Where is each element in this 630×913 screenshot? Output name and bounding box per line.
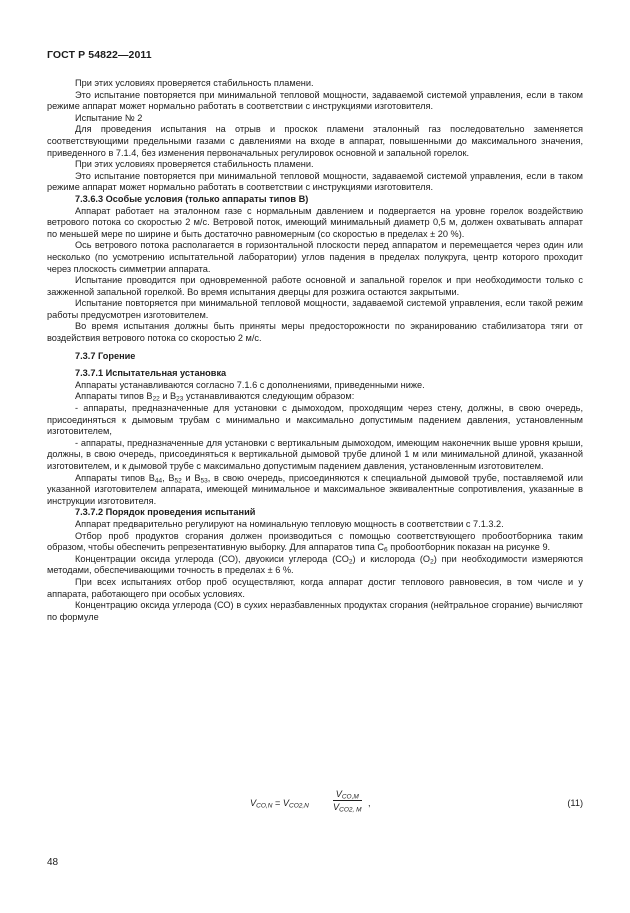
page-number: 48 xyxy=(47,857,59,868)
paragraph: Ось ветрового потока располагается в горизонтальной плоскости перед аппаратом и перемещается через один или несколько (по усмотрению испытательной лаборатории) углов падения в пределах полукруга, центр которого проходит через плоскость симметрии аппарата. xyxy=(47,240,583,274)
paragraph xyxy=(47,531,583,554)
variable: V xyxy=(250,798,257,808)
paragraph xyxy=(47,391,583,403)
subscript: 53 xyxy=(200,477,208,485)
text-run: Отбор проб продуктов сгорания должен производиться с помощью соответствующего пробоотборника таким образом, чтобы обеспечить репрезентативную выборку. Для аппаратов типа С xyxy=(47,530,583,553)
subscript: 44 xyxy=(154,477,163,485)
paragraph: При этих условиях проверяется стабильность пламени. xyxy=(75,159,314,170)
text-run: Аппараты типов В xyxy=(75,472,155,483)
subscript: CO2,N xyxy=(289,802,309,810)
paragraph xyxy=(47,473,583,508)
subscript: 6 xyxy=(384,546,388,554)
fraction-numerator xyxy=(333,788,362,801)
formula-lhs xyxy=(250,798,309,808)
paragraph: Испытание проводится при одновременной работе основной и запальной горелок и при необходимости только с зажженной запальной горелкой. Во время испытания дверцы для розжига остаются закрытыми. xyxy=(47,275,583,297)
text-run: и В xyxy=(181,472,201,483)
section-heading-7-3-7-1: 7.3.7.1 Испытательная установка xyxy=(75,368,227,379)
document-header: ГОСТ Р 54822—2011 xyxy=(47,49,152,61)
document-body xyxy=(47,78,583,623)
paragraph: Для проведения испытания на отрыв и проскок пламени эталонный газ последовательно заменяется соответствующими предельными газами с давлениями на входе в аппарат, повышенными до максимального значения, приведенного в 7.1.4, без изменения первоначальных регулировок основной и запальной горелок. xyxy=(47,124,583,158)
subscript: 22 xyxy=(152,395,160,403)
subscript: 2 xyxy=(430,558,434,566)
text-run: пробоотборник показан на рисунке 9. xyxy=(387,542,551,553)
variable: V xyxy=(335,789,342,799)
paragraph: Аппараты устанавливаются согласно 7.1.6 с дополнениями, приведенными ниже. xyxy=(75,379,425,390)
text-run: Концентрации оксида углерода (СО), двуокиси углерода (СО xyxy=(75,553,349,564)
fraction-denominator xyxy=(333,801,362,813)
text-run: ) и кислорода (О xyxy=(352,553,431,564)
paragraph: Это испытание повторяется при минимальной тепловой мощности, задаваемой системой управления, если в таком режиме аппарат может нормально работать в соответствии с инструкциями изготовителя. xyxy=(47,89,583,112)
paragraph xyxy=(47,554,583,577)
paragraph: Аппарат работает на эталонном газе с нормальным давлением и подвергается на уровне горелок воздействию ветрового потока со скоростью 2 м/с. Ветровой поток, имеющий минимальный диаметр 0,5 м, должен охватывать аппарат по меньшей мере по ширине и быть достаточно равномерным (со скоростью в пределах ± 20 %). xyxy=(47,205,583,239)
paragraph: Это испытание повторяется при минимальной тепловой мощности, задаваемой системой управления, если в таком режиме аппарат может нормально работать в соответствии с инструкциями изготовителя. xyxy=(47,170,583,193)
variable: V xyxy=(282,798,290,808)
formula-fraction xyxy=(333,788,362,813)
text-run: устанавливаются следующим образом: xyxy=(183,391,355,402)
equals-sign: = xyxy=(272,798,283,808)
subscript: 52 xyxy=(174,477,182,485)
subscript: 23 xyxy=(176,395,184,403)
text-run: ) при необходимости измеряются методами, обеспечивающими точность в пределах ± 6 %. xyxy=(47,553,583,576)
section-heading-7-3-6-3: 7.3.6.3 Особые условия (только аппараты типов В) xyxy=(75,193,309,204)
formula-11 xyxy=(47,788,583,818)
paragraph: Испытание № 2 xyxy=(75,112,143,123)
paragraph: Аппарат предварительно регулируют на номинальную тепловую мощность в соответствии с 7.1.3.2. xyxy=(75,518,504,529)
section-heading-7-3-7: 7.3.7 Горение xyxy=(75,350,136,361)
formula-number: (11) xyxy=(567,798,583,808)
text-run: , в свою очередь, присоединяются к специальной дымовой трубе, поставляемой или указанной изготовителем аппарата, имеющей минимальное и максимальное эквивалентные сопротивления, указанные в инструкции изготовителя. xyxy=(47,472,584,506)
list-item: - аппараты, предназначенные для установки с дымоходом, проходящим через стену, должны, в свою очередь, присоединяться к дымовым трубам с минимально и максимально допустимым падением давления, установленным изготовителем, xyxy=(47,403,583,437)
paragraph: Во время испытания должны быть приняты меры предосторожности по экранированию стабилизатора тяги от воздействия ветрового потока со скоростью 2 м/с. xyxy=(47,321,583,344)
variable: V xyxy=(333,802,340,812)
subscript: CO,N xyxy=(256,802,273,810)
subscript: 2 xyxy=(348,558,353,566)
text-run: Аппараты типов В xyxy=(75,391,153,402)
subscript: CO2, M xyxy=(339,806,362,814)
text-run: и В xyxy=(159,391,177,402)
section-heading-7-3-7-2: 7.3.7.2 Порядок проведения испытаний xyxy=(75,507,256,518)
list-item: - аппараты, предназначенные для установки с вертикальным дымоходом, имеющим наконечник выше уровня крыши, должны, в свою очередь, присоединяться к вертикальной дымовой трубе длиной 1 м или минимальной длиной, указанной изготовителем, и к дымовой трубе с максимально допустимым падением давления, установленным изготовителем. xyxy=(47,437,583,471)
subscript: CO,M xyxy=(341,793,359,801)
paragraph: Концентрацию оксида углерода (СО) в сухих неразбавленных продуктах сгорания (нейтральное сгорание) вычисляют по формуле xyxy=(47,600,583,622)
formula-comma: , xyxy=(368,798,371,808)
paragraph: При всех испытаниях отбор проб осуществляют, когда аппарат достиг теплового равновесия, в том числе и у аппарата, работающего при особых условиях. xyxy=(47,576,583,599)
paragraph: Испытание повторяется при минимальной тепловой мощности, задаваемой системой управления, если такой режим работы предусмотрен изготовителем. xyxy=(47,298,583,320)
text-run: , В xyxy=(162,472,175,483)
paragraph: При этих условиях проверяется стабильность пламени. xyxy=(75,78,314,88)
